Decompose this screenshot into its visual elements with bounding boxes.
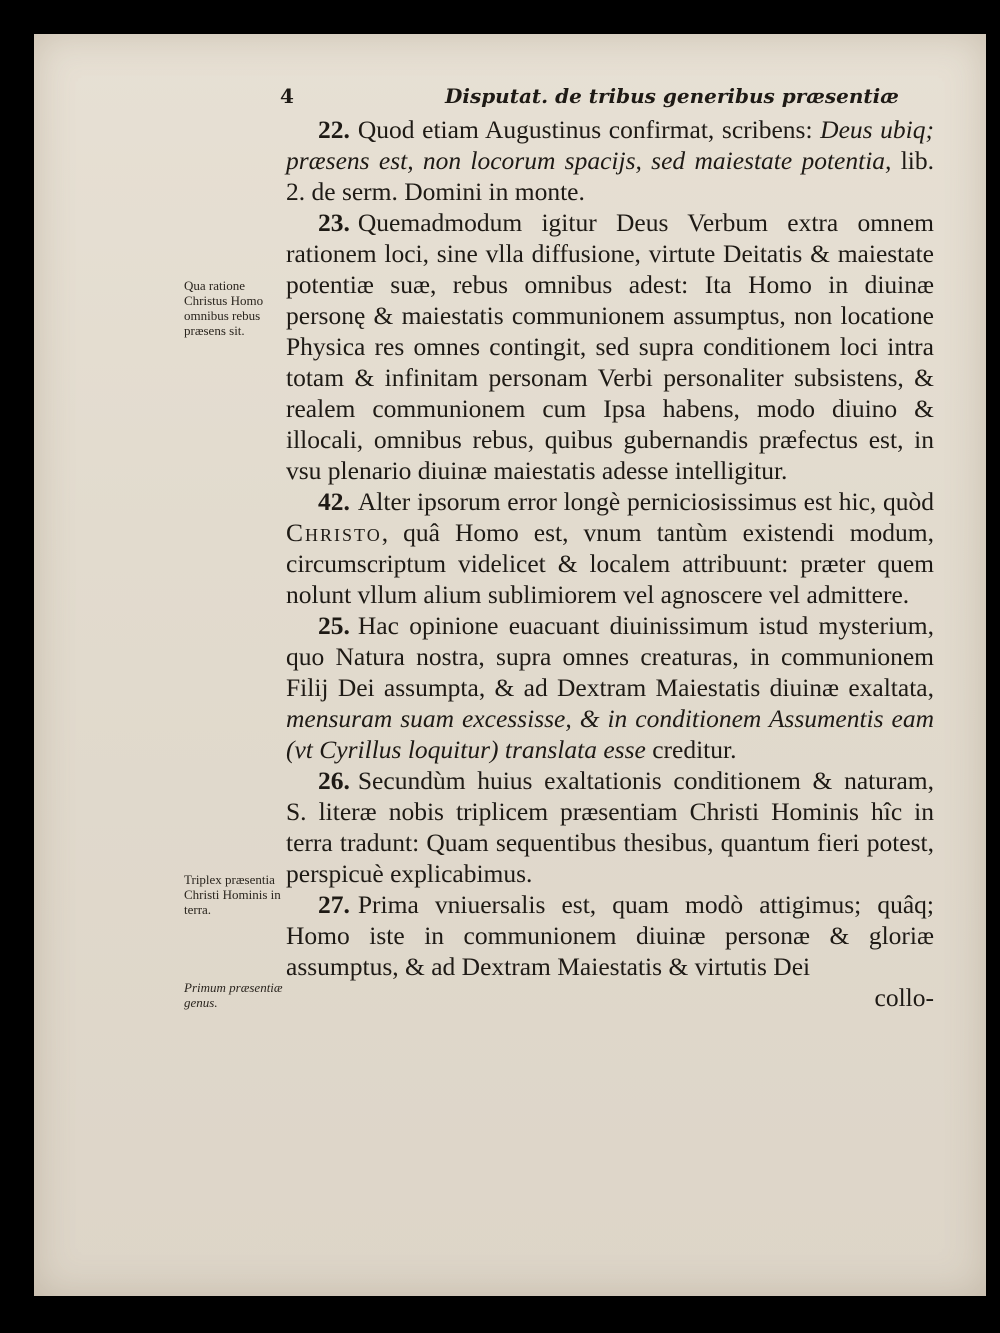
thesis-23 bbox=[286, 207, 934, 486]
thesis-text: lib. 2. de serm. Domini in monte. bbox=[286, 146, 935, 206]
thesis-27 bbox=[286, 889, 934, 1013]
thesis-number: 27. bbox=[318, 890, 350, 919]
thesis-quote: mensuram suam excessisse, & in conditionem Assumentis eam (vt Cyrillus loquitur) translata esse bbox=[286, 704, 934, 764]
margin-note-presence: Qua ratione Christus Homo omnibus rebus præsens sit. bbox=[184, 278, 264, 338]
thesis-text: , quâ Homo est, vnum tantùm existendi modum, circumscriptum videlicet & localem attribuunt: præter quem nolunt vllum alium sublimiorem vel agnoscere vel admittere. bbox=[286, 518, 934, 609]
thesis-quote: Deus ubiq; præsens est, non locorum spacijs, sed maiestate potentia, bbox=[286, 115, 934, 175]
thesis-number: 26. bbox=[318, 766, 350, 795]
margin-note-primum: Primum præsentiæ genus. bbox=[184, 980, 283, 1010]
margin-note-triplex: Triplex præsentia Christi Hominis in terra. bbox=[184, 872, 281, 917]
thesis-text: creditur. bbox=[645, 735, 737, 764]
thesis-number: 42. bbox=[318, 487, 350, 516]
thesis-22 bbox=[286, 114, 934, 207]
thesis-24 bbox=[286, 486, 934, 610]
thesis-25 bbox=[286, 610, 934, 765]
christo-smallcaps: Christo bbox=[286, 518, 382, 547]
thesis-text: Prima vniuersalis est, quam modò attigimus; quâq; Homo iste in communionem diuinæ personæ & gloriæ assumptus, & ad Dextram Maiestatis & virtutis Dei bbox=[286, 890, 934, 981]
thesis-number: 22. bbox=[318, 115, 350, 144]
thesis-text: Hac opinione euacuant diuinissimum istud mysterium, quo Natura nostra, supra omnes creaturas, in communionem Filij Dei assumpta, & ad Dextram Maiestatis diuinæ exaltata, bbox=[286, 611, 934, 702]
thesis-26 bbox=[286, 765, 934, 889]
book-page bbox=[34, 34, 986, 1296]
thesis-text: Alter ipsorum error longè perniciosissimus est hic, quòd bbox=[357, 487, 934, 516]
running-title: Disputat. de tribus generibus præsentiæ bbox=[445, 84, 899, 108]
thesis-text: Quod etiam Augustinus confirmat, scribens: bbox=[357, 115, 821, 144]
thesis-number: 23. bbox=[318, 208, 350, 237]
page-number: 4 bbox=[280, 84, 294, 108]
thesis-text: Secundùm huius exaltationis conditionem & naturam, S. literæ nobis triplicem præsentiam Christi Hominis hîc in terra tradunt: Quam sequentibus thesibus, quantum fieri potest, perspicuè explicabimus. bbox=[286, 766, 934, 888]
thesis-number: 25. bbox=[318, 611, 350, 640]
thesis-text: Quemadmodum igitur Deus Verbum extra omnem rationem loci, sine vlla diffusione, virtute Deitatis & maiestate potentiæ suæ, rebus omnibus adest: Ita Homo in diuinæ personę & maiestatis communionem assumptus, non locatione Physica res omnes contingit, sed supra conditionem loci intra totam & infinitam personam Verbi personaliter subsistens, & realem communionem cum Ipsa habens, modo diuino & illocali, omnibus rebus, quibus gubernandis præfectus est, in vsu plenario diuinæ maiestatis adesse intelligitur. bbox=[286, 208, 934, 485]
catchword: collo- bbox=[874, 983, 934, 1012]
main-text-column bbox=[286, 114, 934, 1013]
